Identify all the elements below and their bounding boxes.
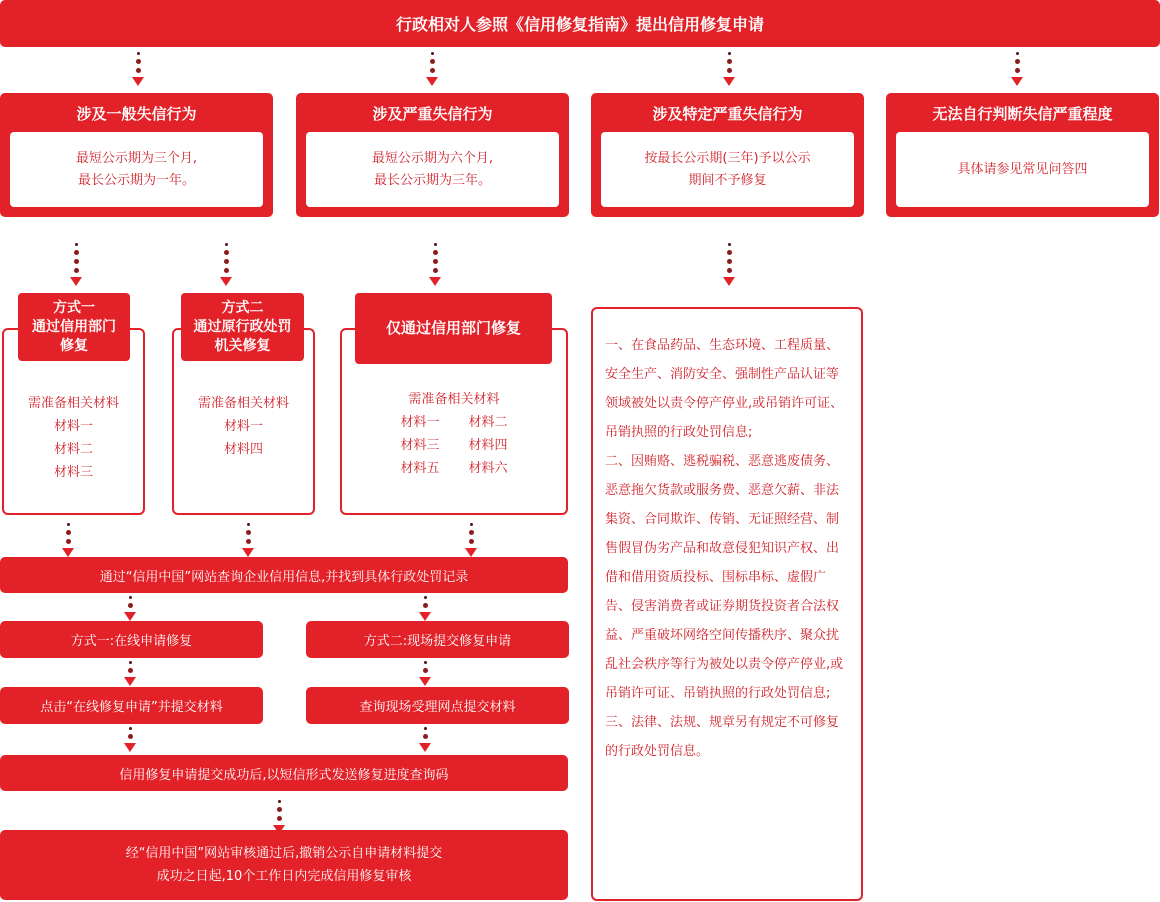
title-line: 仅通过信用部门修复 bbox=[385, 319, 521, 337]
rule-item: 三、法律、法规、规章另有规定不可修复的行政处罚信息。 bbox=[605, 715, 840, 759]
connector-arrow bbox=[418, 596, 432, 621]
method-1-title bbox=[18, 293, 130, 361]
category-general bbox=[0, 93, 273, 217]
material-item: 材料一 bbox=[223, 419, 263, 434]
sms-step: 信用修复申请提交成功后,以短信形式发送修复进度查询码 bbox=[0, 755, 568, 791]
material-item: 材料六 bbox=[468, 461, 508, 476]
onsite-submit-step: 查询现场受理网点提交材料 bbox=[306, 687, 569, 724]
materials-list bbox=[342, 388, 566, 480]
material-item: 材料五 bbox=[400, 461, 440, 476]
final-step-line: 成功之日起,10个工作日内完成信用修复审核 bbox=[156, 869, 412, 884]
connector-arrow bbox=[418, 661, 432, 686]
top-banner: 行政相对人参照《信用修复指南》提出信用修复申请 bbox=[0, 0, 1160, 47]
materials-list bbox=[4, 392, 143, 484]
rule-item: 二、因贿赂、逃税骗税、恶意逃废债务、恶意拖欠货款或服务费、恶意欠薪、非法集资、合同欺诈、传销、无证照经营、制售假冒伪劣产品和故意侵犯知识产权、出借和借用资质投标、围标串标、虚假广告、侵害消费者或证券期货投资者合法权益、严重破坏网络空间传播秩序、聚众扰乱社会秩序等行为被处以责令停产停业,或吊销许可证、吊销执照的行政处罚信息; bbox=[605, 454, 844, 701]
description-line: 按最长公示期(三年)予以公示 bbox=[644, 150, 811, 166]
query-step: 通过“信用中国”网站查询企业信用信息,并找到具体行政处罚记录 bbox=[0, 557, 568, 593]
material-item: 材料一 bbox=[53, 419, 93, 434]
online-submit-step: 点击“在线修复申请”并提交材料 bbox=[0, 687, 263, 724]
non-repairable-rules bbox=[591, 307, 863, 901]
connector-arrow bbox=[131, 52, 145, 86]
method-3-title bbox=[355, 293, 552, 364]
final-step bbox=[0, 830, 568, 900]
category-title: 涉及一般失信行为 bbox=[76, 105, 197, 123]
material-item: 材料四 bbox=[223, 442, 263, 457]
connector-arrow bbox=[69, 243, 83, 286]
material-item: 材料一 bbox=[400, 415, 440, 430]
connector-arrow bbox=[418, 727, 432, 752]
category-specific-serious bbox=[591, 93, 864, 217]
final-step-line: 经“信用中国”网站审核通过后,撤销公示自申请材料提交 bbox=[125, 846, 443, 861]
connector-arrow bbox=[123, 727, 137, 752]
connector-arrow bbox=[61, 523, 75, 557]
title-line: 修复 bbox=[60, 337, 88, 354]
category-description bbox=[10, 132, 263, 207]
title-line: 通过原行政处罚 bbox=[193, 318, 292, 335]
connector-arrow bbox=[722, 52, 736, 86]
description-line: 最长公示期为三年。 bbox=[373, 172, 491, 188]
connector-arrow bbox=[123, 661, 137, 686]
category-title: 涉及严重失信行为 bbox=[372, 105, 493, 123]
category-title: 涉及特定严重失信行为 bbox=[652, 105, 803, 123]
onsite-method: 方式二:现场提交修复申请 bbox=[306, 621, 569, 658]
connector-arrow bbox=[464, 523, 478, 557]
description-line: 最短公示期为六个月, bbox=[371, 150, 494, 166]
connector-arrow bbox=[1010, 52, 1024, 86]
material-item: 材料三 bbox=[400, 438, 440, 453]
connector-arrow bbox=[219, 243, 233, 286]
connector-arrow bbox=[241, 523, 255, 557]
material-item: 材料二 bbox=[53, 442, 93, 457]
title-line: 机关修复 bbox=[214, 337, 271, 354]
material-item: 材料二 bbox=[468, 415, 508, 430]
materials-header: 需准备相关材料 bbox=[197, 396, 289, 411]
connector-arrow bbox=[722, 243, 736, 286]
description-line: 最短公示期为三个月, bbox=[75, 150, 198, 166]
category-description bbox=[601, 132, 854, 207]
material-item: 材料四 bbox=[468, 438, 508, 453]
category-description bbox=[896, 132, 1149, 207]
connector-arrow bbox=[123, 596, 137, 621]
description-line: 期间不予修复 bbox=[688, 172, 767, 188]
title-line: 方式一 bbox=[53, 299, 95, 316]
online-method: 方式一:在线申请修复 bbox=[0, 621, 263, 658]
title-line: 通过信用部门 bbox=[32, 318, 116, 335]
description-line: 具体请参见常见问答四 bbox=[957, 161, 1088, 177]
connector-arrow bbox=[272, 800, 286, 834]
description-line: 最长公示期为一年。 bbox=[77, 172, 195, 188]
material-item: 材料三 bbox=[53, 465, 93, 480]
category-undetermined bbox=[886, 93, 1159, 217]
connector-arrow bbox=[428, 243, 442, 286]
materials-list bbox=[174, 392, 313, 461]
rule-item: 一、在食品药品、生态环境、工程质量、安全生产、消防安全、强制性产品认证等领域被处以责令停产停业,或吊销许可证、吊销执照的行政处罚信息; bbox=[605, 338, 844, 440]
materials-header: 需准备相关材料 bbox=[408, 392, 500, 407]
category-serious bbox=[296, 93, 569, 217]
title-line: 方式二 bbox=[221, 299, 264, 316]
materials-header: 需准备相关材料 bbox=[27, 396, 119, 411]
connector-arrow bbox=[425, 52, 439, 86]
method-2-title bbox=[181, 293, 304, 361]
category-description bbox=[306, 132, 559, 207]
category-title: 无法自行判断失信严重程度 bbox=[932, 105, 1113, 123]
